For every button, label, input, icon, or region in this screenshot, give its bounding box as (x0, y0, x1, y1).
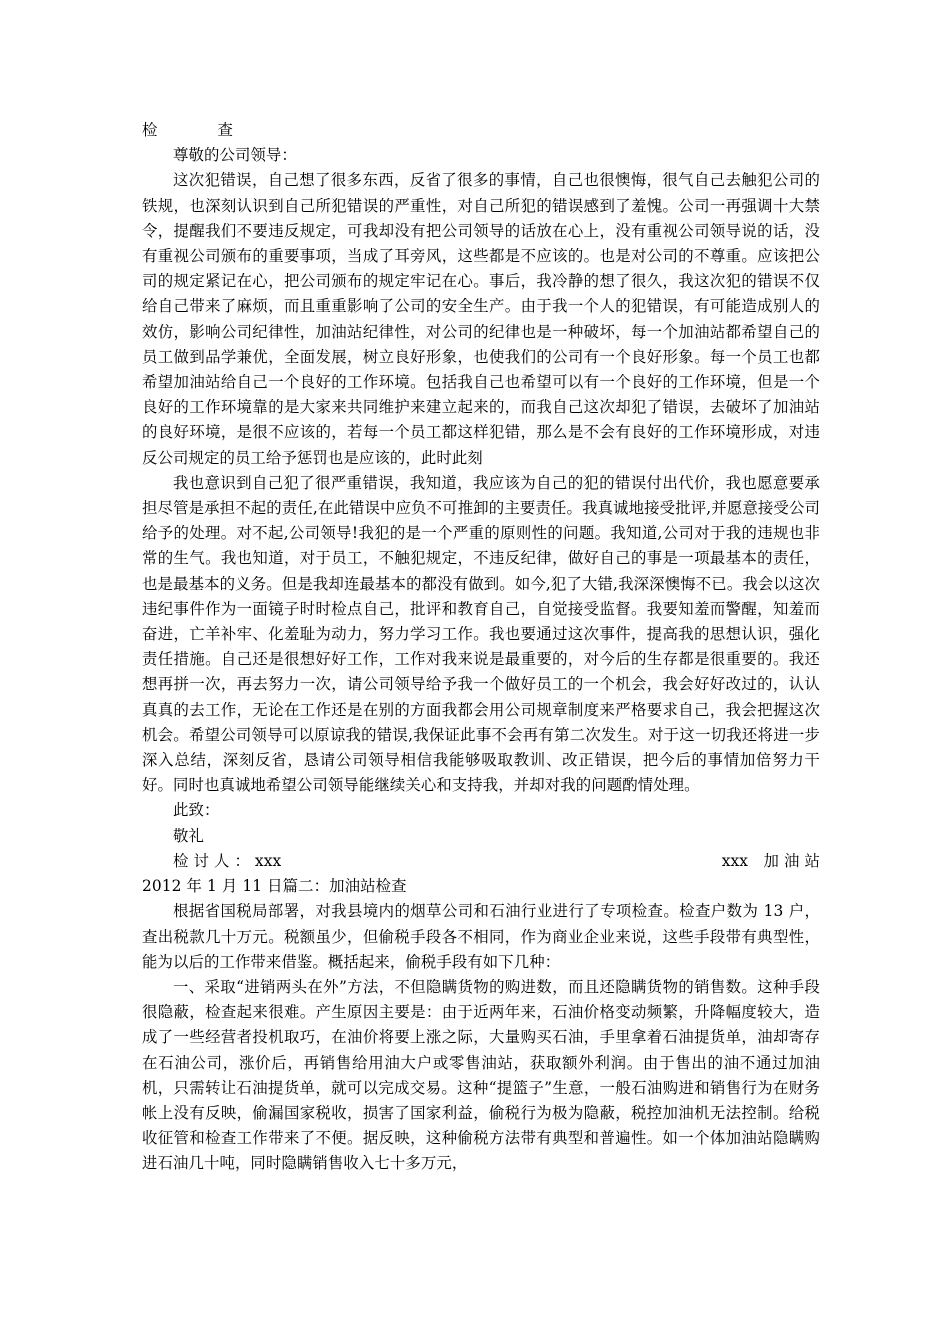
title-char-2: 查 (217, 121, 233, 139)
closing-line-2: 敬礼 (173, 826, 204, 845)
station-name: xxx 加 油 站 (721, 851, 820, 870)
doc-title (142, 118, 820, 143)
signature-line (142, 849, 820, 874)
reviewer-name: 检 讨 人 ： xxx (173, 851, 282, 870)
paragraph-1: 这次犯错误，自己想了很多东西，反省了很多的事情，自己也很懊悔，很气自己去触犯公司的铁规，也深刻认识到自己所犯错误的严重性，对自己所犯的错误感到了羞愧。公司一再强调十大禁令，提醒我们不要违反规定，可我却没有把公司领导的话放在心上，没有重视公司领导说的话，没有重视公司颁布的重要事项，当成了耳旁风，这些都是不应该的。也是对公司的不尊重。应该把公司的规定紧记在心，把公司颁布的规定牢记在心。事后，我冷静的想了很久，我这次犯的错误不仅给自己带来了麻烦，而且重重影响了公司的安全生产。由于我一个人的犯错误，有可能造成别人的效仿，影响公司纪律性，加油站纪律性，对公司的纪律也是一种破坏，每一个加油站都希望自己的员工做到品学兼优，全面发展，树立良好形象，也使我们的公司有一个良好形象。每一个员工也都希望加油站给自己一个良好的工作环境。包括我自己也希望可以有一个良好的工作环境，但是一个良好的工作环境靠的是大家来共同维护来建立起来的，而我自己这次却犯了错误，去破坏了加油站的良好环境，是很不应该的，若每一个员工都这样犯错，那么是不会有良好的工作环境形成，对违反公司规定的员工给予惩罚也是应该的，此时此刻 (142, 171, 820, 467)
paragraph-4: 一、采取“进销两头在外”方法，不但隐瞒货物的购进数，而且还隐瞒货物的销售数。这种手段很隐蔽，检查起来很难。产生原因主要是：由于近两年来，石油价格变动频繁，升降幅度较大，造成了一些经营者投机取巧，在油价将要上涨之际，大量购买石油，手里拿着石油提货单，油却寄存在石油公司，涨价后，再销售给用油大户或零售油站，获取额外利润。由于售出的油不通过加油机，只需转让石油提货单，就可以完成交易。这种“提篮子”生意，一般石油购进和销售行为在财务帐上没有反映，偷漏国家税收，损害了国家利益，偷税行为极为隐蔽，税控加油机无法控制。给税收征管和检查工作带来了不便。据反映，这种偷税方法带有典型和普遍性。如一个体加油站隐瞒购进石油几十吨，同时隐瞒销售收入七十多万元， (142, 977, 820, 1173)
paragraph-3: 根据省国税局部署，对我县境内的烟草公司和石油行业进行了专项检查。检查户数为 13 户，查出税款几十万元。税额虽少，但偷税手段各不相同，作为商业企业来说，这些手段带有典型性，能为以后的工作带来借鉴。概括起来，偷税手段有如下几种： (142, 902, 820, 971)
paragraph-2: 我也意识到自己犯了很严重错误，我知道，我应该为自己的犯的错误付出代价，我也愿意要承担尽管是承担不起的责任,在此错误中应负不可推卸的主要责任。我真诚地接受批评,并愿意接受公司给予的处理。对不起,公司领导!我犯的是一个严重的原则性的问题。我知道,公司对于我的违规也非常的生气。我也知道，对于员工，不触犯规定，不违反纪律，做好自己的事是一项最基本的责任，也是最基本的义务。但是我却连最基本的都没有做到。如今,犯了大错,我深深懊悔不已。我会以这次违纪事件作为一面镜子时时检点自己，批评和教育自己，自觉接受监督。我要知羞而警醒，知羞而奋进，亡羊补牢、化羞耻为动力，努力学习工作。我也要通过这次事件，提高我的思想认识，强化责任措施。自己还是很想好好工作，工作对我来说是最重要的，对今后的生存都是很重要的。我还想再拼一次，再去努力一次，请公司领导给予我一个做好员工的一个机会，我会好好改过的，认认真真的去工作，无论在工作还是在别的方面我都会用公司规章制度来严格要求自己，我会把握这次机会。希望公司领导可以原谅我的错误,我保证此事不会再有第二次发生。对于这一切我还将进一步深入总结，深刻反省，恳请公司领导相信我能够吸取教训、改正错误，把今后的事情加倍努力干好。同时也真诚地希望公司领导能继续关心和支持我，并却对我的问题酌情处理。 (142, 473, 820, 795)
date-and-section-title: 2012 年 1 月 11 日篇二：加油站检查 (142, 877, 407, 896)
closing-line-1: 此致： (173, 801, 220, 820)
salutation: 尊敬的公司领导： (173, 146, 297, 165)
title-char-1: 检 (142, 121, 158, 139)
